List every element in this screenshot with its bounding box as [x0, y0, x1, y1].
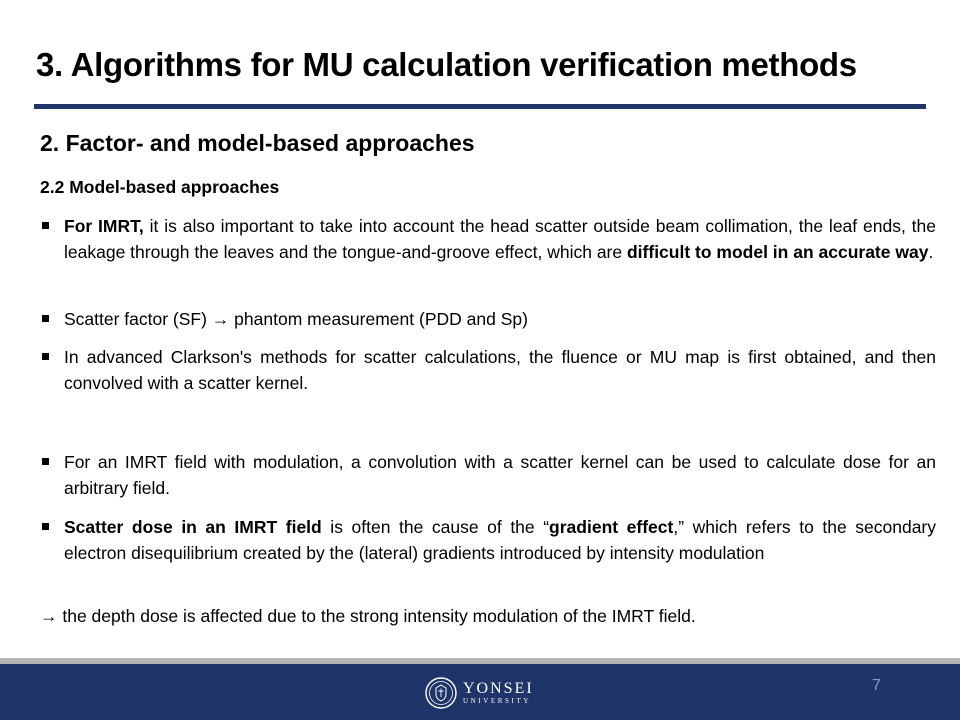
- page-number: 7: [872, 677, 881, 694]
- bullet-gradient-effect: [40, 514, 936, 566]
- square-bullet-icon: [42, 222, 49, 229]
- emphasis-text: gradient effect: [549, 517, 674, 537]
- emphasis-text: difficult to model in an accurate way: [626, 242, 929, 262]
- emphasis-text: Scatter dose in an IMRT field: [64, 517, 322, 537]
- conclusion-line: → the depth dose is affected due to the strong intensity modulation of the IMRT field.: [40, 606, 696, 626]
- body-text: For an IMRT field with modulation, a convolution with a scatter kernel can be used to calculate dose for an arbitrary field.: [64, 452, 936, 498]
- slide-title: 3. Algorithms for MU calculation verification methods: [36, 46, 857, 83]
- body-text: it is also important to take into account the head scatter outside beam collimation, the leaf ends, the leakage through the leaves and the tongue-and-groove effect, which are: [64, 216, 936, 262]
- logo-subtitle: UNIVERSITY: [463, 697, 531, 705]
- bullet-imrt-modeling: [40, 213, 936, 265]
- logo-wordmark: [463, 680, 534, 706]
- body-text: is often the cause of the “: [321, 517, 550, 537]
- bullet-text: [64, 514, 936, 566]
- emphasis-text: For IMRT,: [64, 216, 144, 236]
- bullet-clarkson-methods: [40, 344, 936, 396]
- bullet-imrt-convolution: [40, 449, 936, 501]
- square-bullet-icon: [42, 458, 49, 465]
- university-seal-icon: [425, 677, 457, 709]
- bullet-text: [64, 344, 936, 396]
- bullet-scatter-factor: [40, 306, 936, 332]
- square-bullet-icon: [42, 353, 49, 360]
- university-logo: [425, 675, 534, 711]
- logo-name: YONSEI: [463, 680, 534, 697]
- body-text: In advanced Clarkson's methods for scatter calculations, the fluence or MU map is first obtained, and then convolved with a scatter kernel.: [64, 347, 936, 393]
- body-text: ,” which refers to the secondary electron disequilibrium created by the (lateral) gradients introduced by intensity modulation: [64, 517, 937, 563]
- section-heading: 2. Factor- and model-based approaches: [40, 130, 475, 156]
- body-text: Scatter factor (SF) → phantom measurement (PDD and Sp): [64, 309, 528, 329]
- bullet-text: [64, 449, 936, 501]
- subsection-heading: 2.2 Model-based approaches: [40, 177, 280, 197]
- body-text: .: [928, 242, 934, 262]
- bullet-text: [64, 213, 936, 265]
- bullet-text: [64, 306, 936, 332]
- square-bullet-icon: [42, 523, 49, 530]
- title-underline: [34, 104, 926, 109]
- square-bullet-icon: [42, 315, 49, 322]
